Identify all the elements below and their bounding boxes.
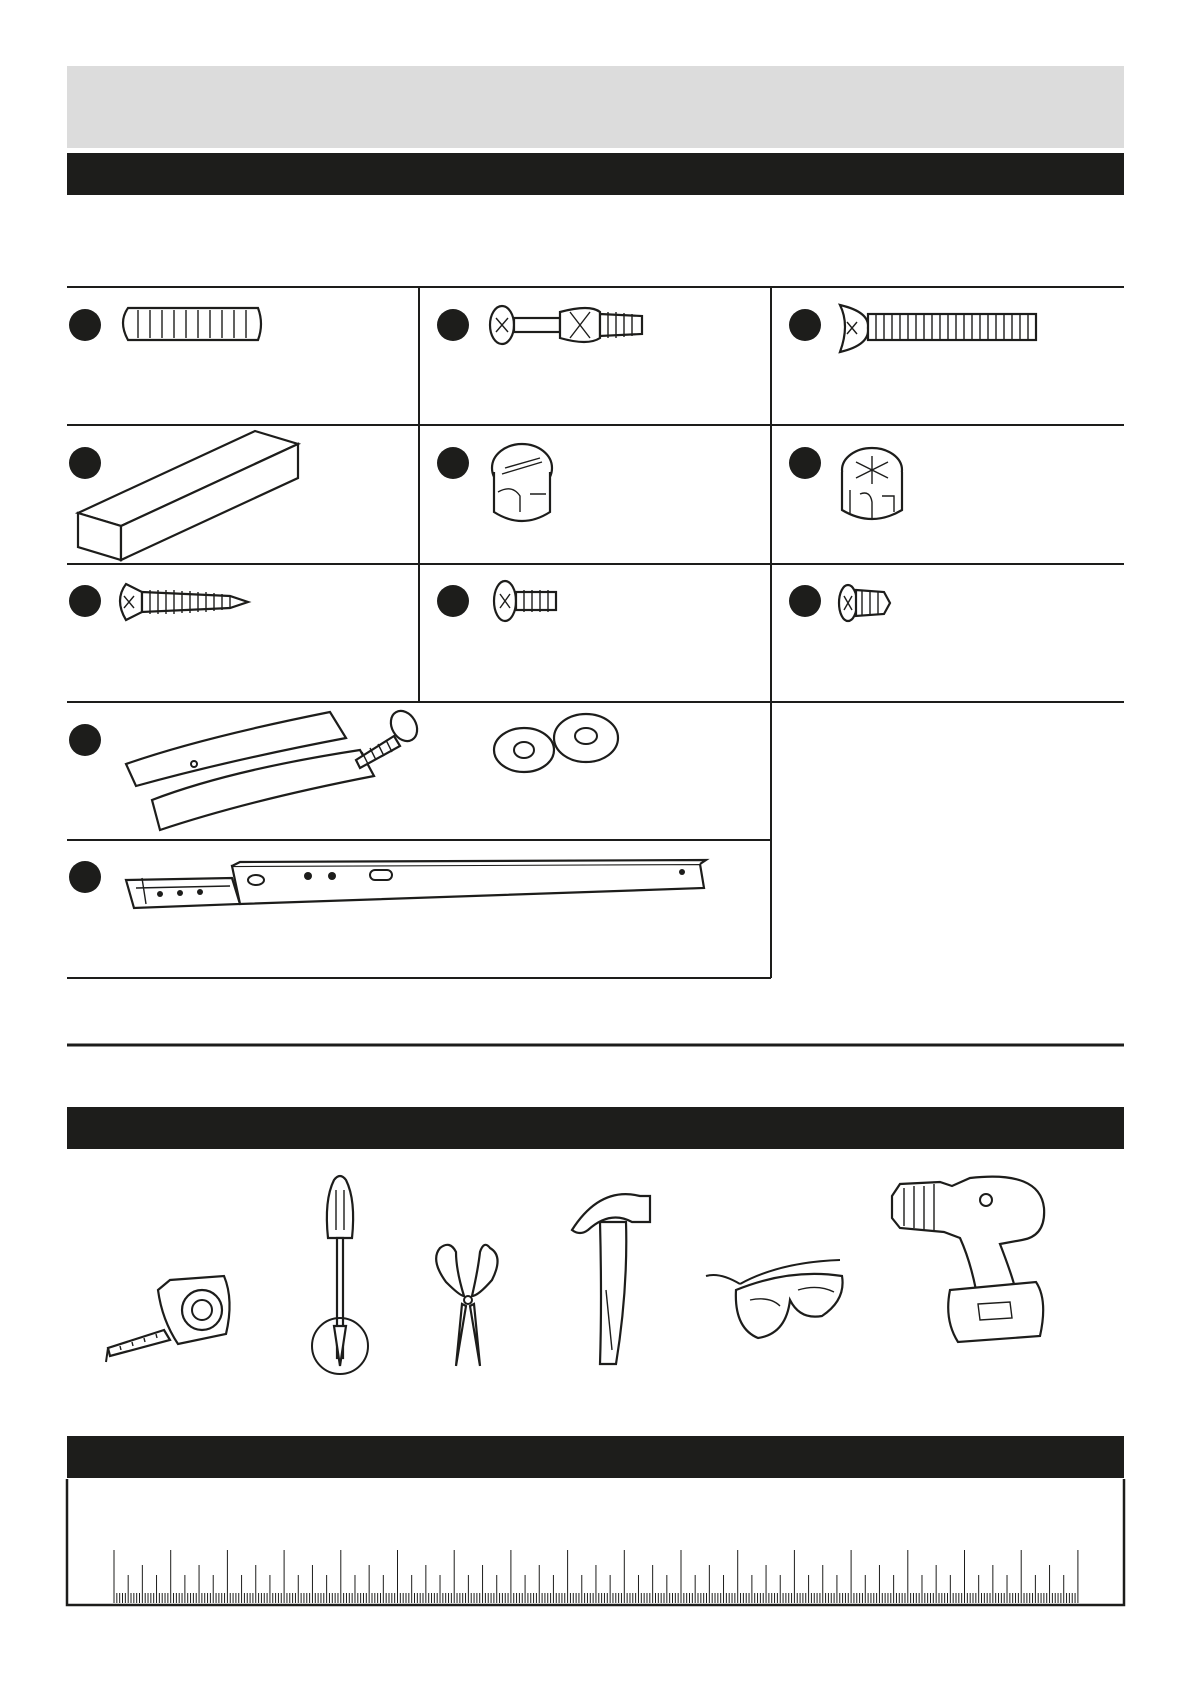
part-badge-2: [437, 309, 469, 341]
euro-screw-icon: [839, 585, 890, 621]
safety-glasses-icon: [706, 1260, 843, 1338]
small-cam-lock-icon: [842, 448, 902, 519]
long-wood-screw-icon: [120, 584, 248, 620]
scissors-icon: [436, 1245, 497, 1366]
part-badge-9: [789, 585, 821, 617]
cordless-drill-icon: [892, 1177, 1044, 1342]
wooden-block-icon: [78, 431, 298, 560]
part-badge-4: [69, 447, 101, 479]
part-badge-10: [69, 724, 101, 756]
anti-tip-strap-kit-icon: [126, 706, 618, 830]
part-badge-7: [69, 585, 101, 617]
claw-hammer-icon: [572, 1194, 650, 1364]
plastic-dowel-icon: [123, 308, 261, 340]
part-badge-6: [789, 447, 821, 479]
flat-head-screw-icon: [494, 581, 556, 621]
phillips-screwdriver-icon: [312, 1176, 368, 1374]
ruler-scale-icon: [67, 1479, 1124, 1605]
part-badge-11: [69, 861, 101, 893]
part-badge-3: [789, 309, 821, 341]
part-badge-5: [437, 447, 469, 479]
tape-measure-icon: [106, 1276, 230, 1362]
cam-lock-icon: [492, 444, 552, 521]
connector-bolt-icon: [840, 305, 1036, 352]
cam-bolt-icon: [490, 306, 642, 344]
part-badge-8: [437, 585, 469, 617]
drawer-runner-icon: [126, 860, 706, 908]
part-badge-1: [69, 309, 101, 341]
